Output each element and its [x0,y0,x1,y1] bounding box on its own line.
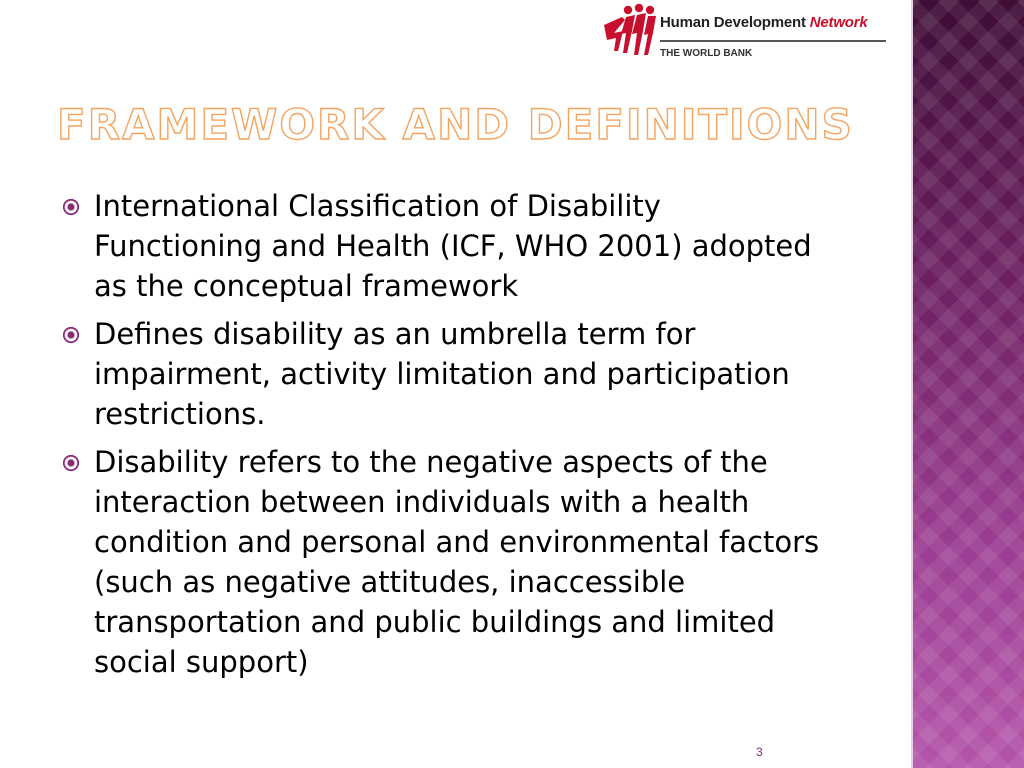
circle-bullet-icon [62,198,80,216]
bullet-text: Defines disability as an umbrella term for impairment, activity limitation and participation restrictions. [94,317,790,431]
bullet-item [62,314,822,434]
circle-bullet-icon [62,454,80,472]
hdn-logo [598,3,898,63]
people-logo-icon [598,3,660,59]
decorative-side-band [913,0,1024,768]
bullet-item [62,442,822,682]
logo-divider [660,40,886,42]
logo-title-accent: Network [809,14,868,31]
logo-title-main: Human Development [660,14,806,31]
logo-subtitle: THE WORLD BANK [660,48,753,59]
slide-title: FRAMEWORK AND DEFINITIONS [57,100,854,149]
bullet-text: International Classification of Disability Functioning and Health (ICF, WHO 2001) adopted as the conceptual framework [94,189,812,303]
bullet-text: Disability refers to the negative aspects of the interaction between individuals with a health condition and personal and environmental factors (such as negative attitudes, inaccessible transportation and public buildings and limited social support) [94,445,820,679]
page-number: 3 [756,745,763,759]
bullet-item [62,186,822,306]
circle-bullet-icon [62,326,80,344]
logo-title [660,14,868,31]
bullet-list [62,186,822,690]
